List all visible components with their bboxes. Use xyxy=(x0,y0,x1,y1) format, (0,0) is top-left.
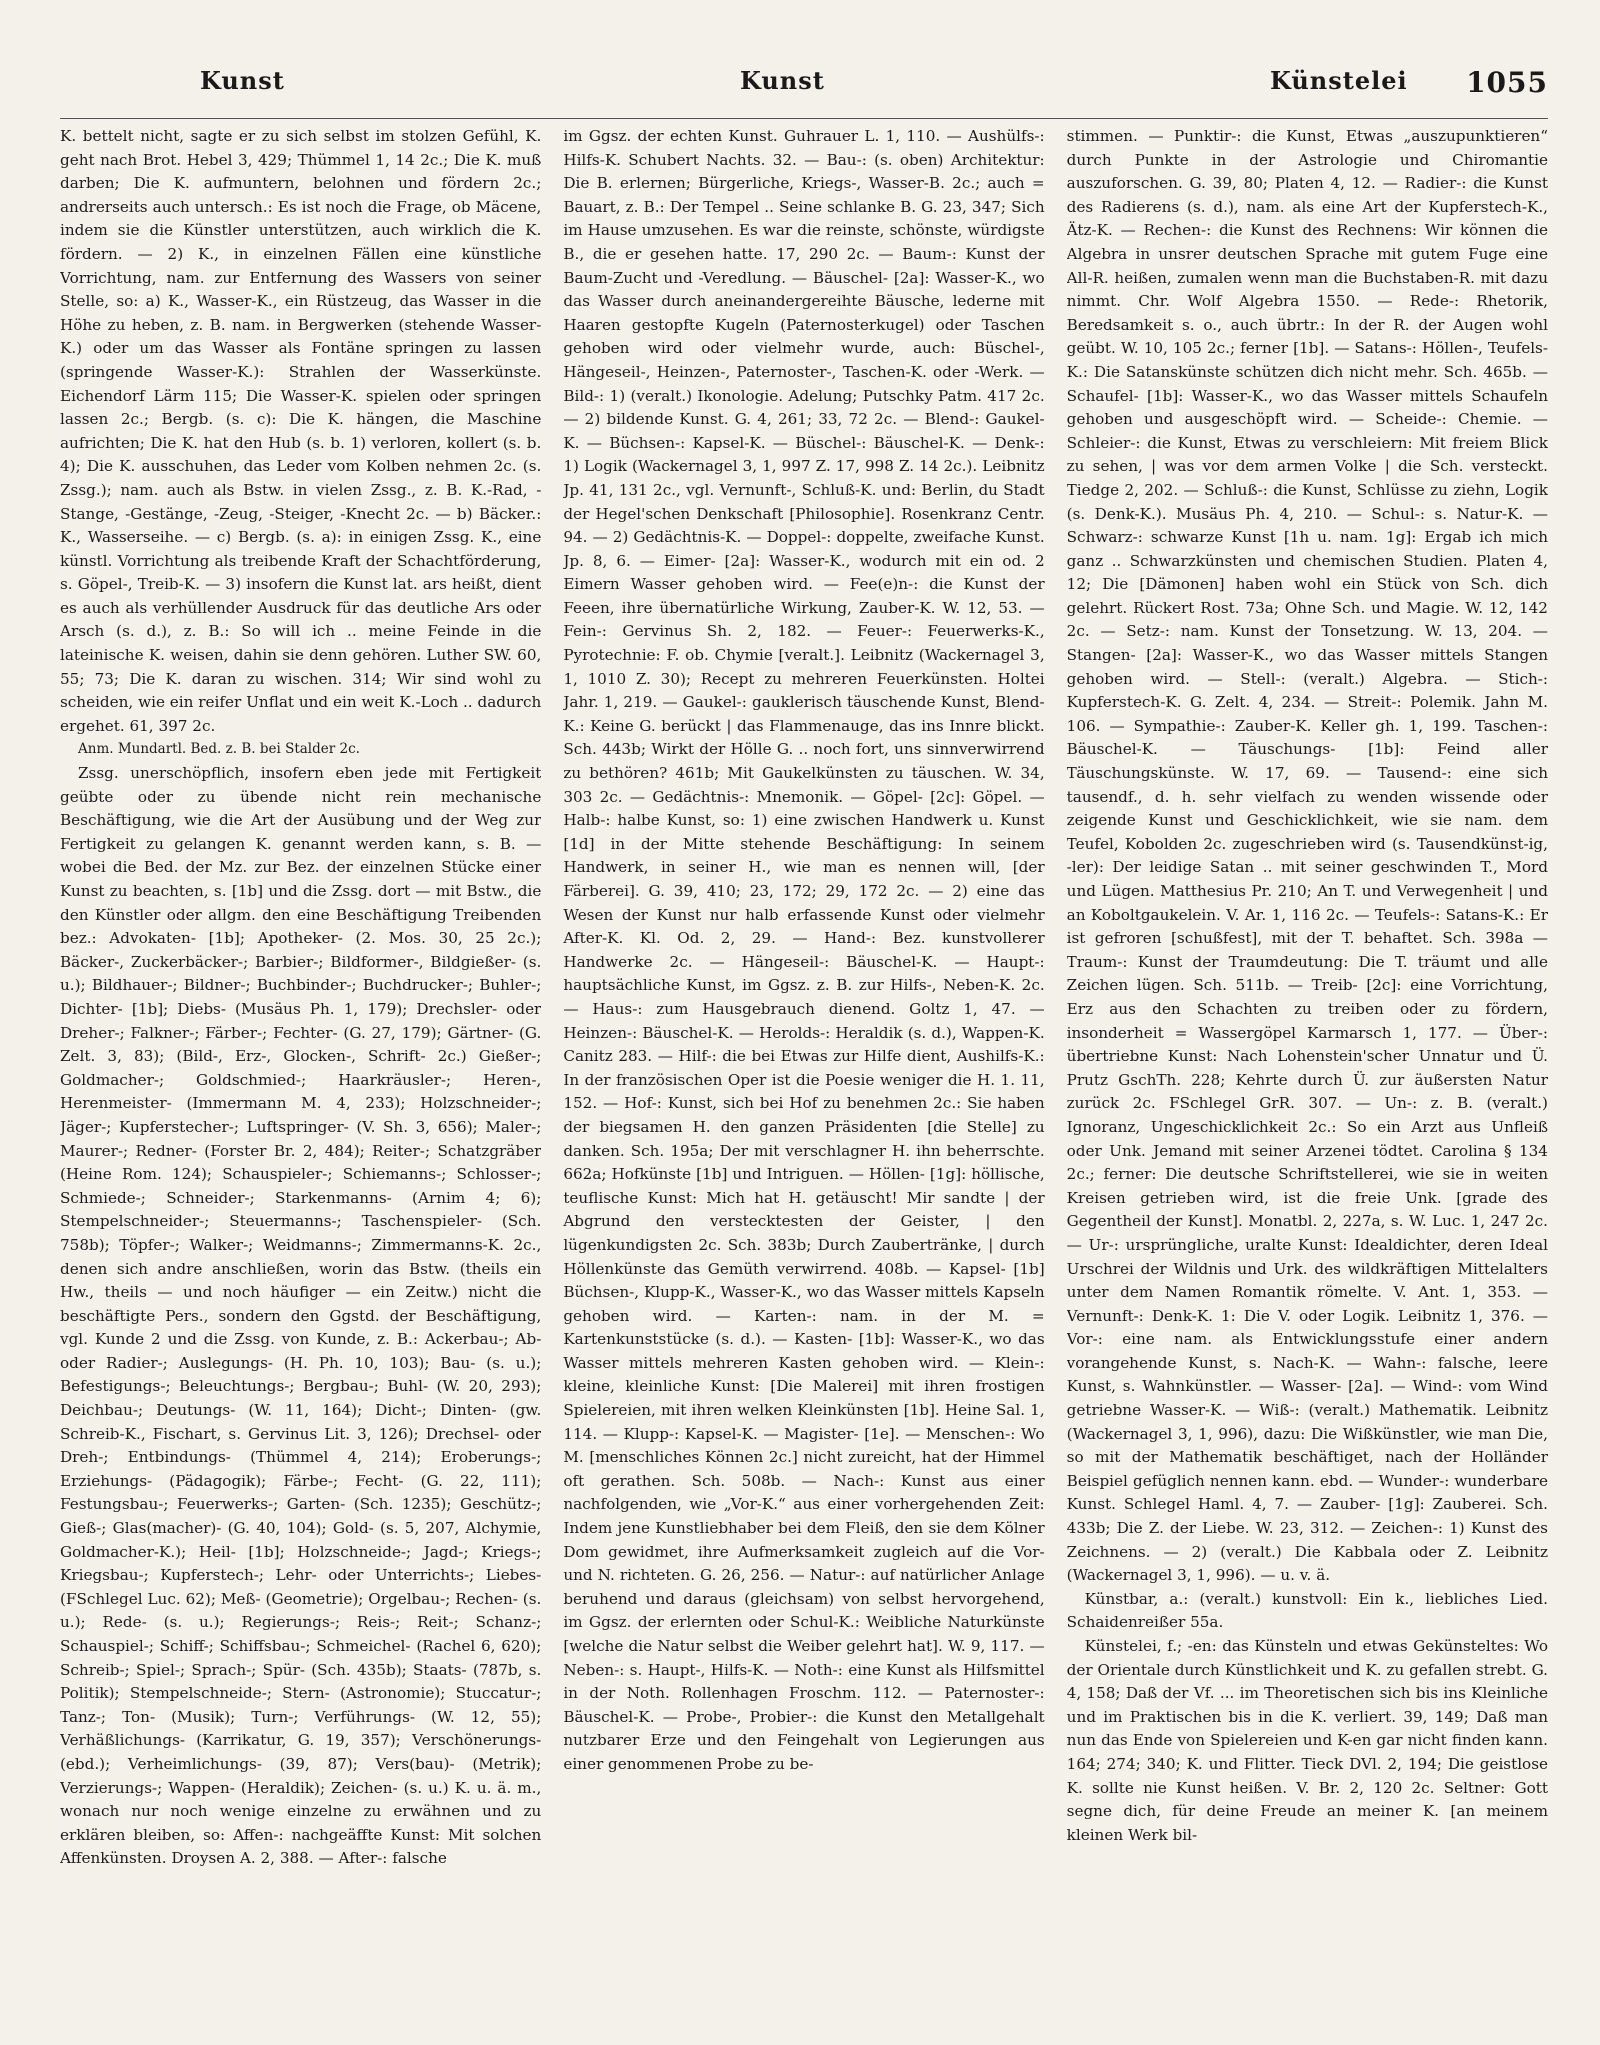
text-columns xyxy=(60,125,1548,2045)
page-header xyxy=(60,60,1548,119)
paragraph: K. bettelt nicht, sagte er zu sich selbst im stolzen Gefühl, K. geht nach Brot. Hebel 3, 429; Thümmel 1, 14 2c.; Die K. muß darben; Die K. aufmuntern, belohnen und fördern 2c.; andrerseits auch untersch.: Es ist noch die Frage, ob Mäcene, indem sie die Künstler unterstützen, auch wirklich die K. fördern. — 2) K., in einzelnen Fällen eine künstliche Vorrichtung, nam. zur Entfernung des Wassers von seiner Stelle, so: a) K., Wasser-K., ein Rüstzeug, das Wasser in die Höhe zu heben, z. B. nam. in Bergwerken (stehende Wasser-K.) oder um das Wasser als Fontäne springen zu lassen (springende Wasser-K.): Strahlen der Wasserkünste. Eichendorf Lärm 115; Die Wasser-K. spielen oder springen lassen 2c.; Bergb. (s. c): Die K. hängen, die Maschine aufrichten; Die K. hat den Hub (s. b. 1) verloren, kollert (s. b. 4); Die K. ausschuhen, das Leder vom Kolben nehmen 2c. (s. Zssg.); nam. auch als Bstw. in vielen Zssg., z. B. K.-Rad, -Stange, -Gestänge, -Zeug, -Steiger, -Knecht 2c. — b) Bäcker.: K., Wasserseihe. — c) Bergb. (s. a): in einigen Zssg. K., eine künstl. Vorrichtung als treibende Kraft der Schachtförderung, s. Göpel-, Treib-K. — 3) insofern die Kunst lat. ars heißt, dient es auch als verhüllender Ausdruck für das deutliche Ars oder Arsch (s. d.), z. B.: So will ich .. meine Feinde in die lateinische K. weisen, dahin sie denn gehören. Luther SW. 60, 55; 73; Die K. daran zu wischen. 314; Wir sind wohl zu scheiden, wie ein reifer Unflat und ein weit K.-Loch .. dadurch ergehet. 61, 397 2c. xyxy=(60,127,542,735)
column-middle xyxy=(563,125,1044,2045)
column-right xyxy=(1067,125,1548,2045)
column-left xyxy=(60,125,541,2045)
running-head-middle: Kunst xyxy=(740,66,825,95)
paragraph: stimmen. — Punktir-: die Kunst, Etwas „auszupunktieren“ durch Punkte in der Astrologie und Chiromantie auszuforschen. G. 39, 80; Platen 4, 12. — Radier-: die Kunst des Radierens (s. d.), nam. als eine Art der Kupferstech-K., Ätz-K. — Rechen-: die Kunst des Rechnens: Wir können die Algebra in unsrer deutschen Sprache mit gutem Fuge eine All-R. heißen, zumalen wenn man die Buchstaben-R. mit dazu nimmt. Chr. Wolf Algebra 1550. — Rede-: Rhetorik, Beredsamkeit s. o., auch übrtr.: In der R. der Augen wohl geübt. W. 10, 105 2c.; ferner [1b]. — Satans-: Höllen-, Teufels-K.: Die Satanskünste schützen dich nicht mehr. Sch. 465b. — Schaufel- [1b]: Wasser-K., wo das Wasser mittels Schaufeln gehoben und ausgeschöpft wird. — Scheide-: Chemie. — Schleier-: die Kunst, Etwas zu verschleiern: Mit freiem Blick zu sehen, | was vor dem armen Volke | die Sch. versteckt. Tiedge 2, 202. — Schluß-: die Kunst, Schlüsse zu ziehn, Logik (s. Denk-K.). Musäus Ph. 4, 210. — Schul-: s. Natur-K. — Schwarz-: schwarze Kunst [1h u. nam. 1g]: Ergab ich mich ganz .. Schwarzkünsten und chemischen Studien. Platen 4, 12; Die [Dämonen] haben wohl ein Stück von Sch. dich gelehrt. Rückert Rost. 73a; Ohne Sch. und Magie. W. 12, 142 2c. — Setz-: nam. Kunst der Tonsetzung. W. 13, 204. — Stangen- [2a]: Wasser-K., wo das Wasser mittels Stangen gehoben wird. — Stell-: (veralt.) Algebra. — Stich-: Kupferstech-K. G. Zelt. 4, 234. — Streit-: Polemik. Jahn M. 106. — Sympathie-: Zauber-K. Keller gh. 1, 199. Taschen-: Bäuschel-K. — Täuschungs- [1b]: Feind aller Täuschungskünste. W. 17, 69. — Tausend-: eine sich tausendf., d. h. sehr vielfach zu wenden wissende oder zeigende Kunst und Geschicklichkeit, wie sie nam. dem Teufel, Kobolden 2c. zugeschrieben wird (s. Tausendkünst-ig, -ler): Der leidige Satan .. mit seiner geschwinden T., Mord und Lügen. Matthesius Pr. 210; An T. und Verwegenheit | und an Koboltgaukelein. V. Ar. 1, 116 2c. — Teufels-: Satans-K.: Er ist gefroren [schußfest], mit der T. behaftet. Sch. 398a — Traum-: Kunst der Traumdeutung: Die T. träumt und alle Zeichen lügen. Sch. 511b. — Treib- [2c]: eine Vorrichtung, Erz aus den Schachten zu treiben oder zu fördern, insonderheit = Wassergöpel Karmarsch 1, 177. — Über-: übertriebne Kunst: Nach Lohenstein'scher Unnatur und Ü. Prutz GschTh. 228; Kehrte durch Ü. zur äußersten Natur zurück 2c. FSchlegel GrR. 307. — Un-: z. B. (veralt.) Ignoranz, Ungeschicklichkeit 2c.: So ein Arzt aus Unfleiß oder Unk. Jemand mit seiner Arzenei tödtet. Carolina § 134 2c.; ferner: Die deutsche Schriftstellerei, wie sie in weiten Kreisen getrieben wird, ist die freie Unk. [grade des Gegentheil der Kunst]. Monatbl. 2, 227a, s. W. Luc. 1, 247 2c. — Ur-: ursprüngliche, uralte Kunst: Idealdichter, deren Ideal Urschrei der Wildnis und Urk. des wildkräftigen Mittelalters unter dem Namen Romantik römelte. V. Ant. 1, 353. — Vernunft-: Denk-K. 1: Die V. oder Logik. Leibnitz 1, 376. — Vor-: eine nam. als Entwicklungsstufe einer andern vorangehende Kunst, s. Nach-K. — Wahn-: falsche, leere Kunst, s. Wahnkünstler. — Wasser- [2a]. — Wind-: vom Wind getriebne Wasser-K. — Wiß-: (veralt.) Mathematik. Leibnitz (Wackernagel 3, 1, 996), dazu: Die Wißkünstler, wie man Die, so mit der Mathematik beschäftiget, nach der Holländer Beispiel gefüglich nennen kann. ebd. — Wunder-: wunderbare Kunst. Schlegel Haml. 4, 7. — Zauber- [1g]: Zauberei. Sch. 433b; Die Z. der Liebe. W. 23, 312. — Zeichen-: 1) Kunst des Zeichnens. — 2) (veralt.) Die Kabbala oder Z. Leibnitz (Wackernagel 3, 1, 996). — u. v. ä. xyxy=(1066,127,1548,1585)
entry-kuenstbar: Künstbar, a.: (veralt.) kunstvoll: Ein k., liebliches Lied. Schaidenreißer 55a. xyxy=(1066,1589,1548,1632)
paragraph: Zssg. unerschöpflich, insofern eben jede mit Fertigkeit geübte oder zu übende nicht rein mechanische Beschäftigung, wie die Art der Ausübung und der Weg zur Fertigkeit zu gelangen K. genannt werden kann, s. B. — wobei die Bed. der Mz. zur Bez. der einzelnen Stücke einer Kunst zu beachten, s. [1b] und die Zssg. dort — mit Bstw., die den Künstler oder allgm. den eine Beschäftigung Treibenden bez.: Advokaten- [1b]; Apotheker- (2. Mos. 30, 25 2c.); Bäcker-, Zuckerbäcker-; Barbier-; Bildformer-, Bildgießer- (s. u.); Bildhauer-; Bildner-; Buchbinder-; Buchdrucker-; Buhler-; Dichter- [1b]; Diebs- (Musäus Ph. 1, 179); Drechsler- oder Dreher-; Falkner-; Färber-; Fechter- (G. 27, 179); Gärtner- (G. Zelt. 3, 83); (Bild-, Erz-, Glocken-, Schrift- 2c.) Gießer-; Goldmacher-; Goldschmied-; Haarkräusler-; Heren-, Herenmeister- (Immermann M. 4, 233); Holzschneider-; Jäger-; Kupferstecher-; Luftspringer- (V. Sh. 3, 656); Maler-; Maurer-; Redner- (Forster Br. 2, 484); Reiter-; Schatzgräber (Heine Rom. 124); Schauspieler-; Schiemanns-; Schlosser-; Schmiede-; Schneider-; Starkenmanns- (Arnim 4; 6); Stempelschneider-; Steuermanns-; Taschenspieler- (Sch. 758b); Töpfer-; Walker-; Weidmanns-; Zimmermanns-K. 2c., denen sich andre anschließen, worin das Bstw. (theils ein Hw., theils — und noch häufiger — ein Zeitw.) nicht die beschäftigte Pers., sondern den Ggstd. der Beschäftigung, vgl. Kunde 2 und die Zssg. von Kunde, z. B.: Ackerbau-; Ab- oder Radier-; Auslegungs- (H. Ph. 10, 103); Bau- (s. u.); Befestigungs-; Beleuchtungs-; Bergbau-; Buhl- (W. 20, 293); Deichbau-; Deutungs- (W. 11, 164); Dicht-; Dinten- (gw. Schreib-K., Fischart, s. Gervinus Lit. 3, 126); Drechsel- oder Dreh-; Entbindungs- (Thümmel 4, 214); Eroberungs-; Erziehungs- (Pädagogik); Färbe-; Fecht- (G. 22, 111); Festungsbau-; Feuerwerks-; Garten- (Sch. 1235); Geschütz-; Gieß-; Glas(macher)- (G. 40, 104); Gold- (s. 5, 207, Alchymie, Goldmacher-K.); Heil- [1b]; Holzschneide-; Jagd-; Kriegs-; Kriegsbau-; Kupferstech-; Lehr- oder Unterrichts-; Liebes- (FSchlegel Luc. 62); Meß- (Geometrie); Orgelbau-; Rechen- (s. u.); Rede- (s. u.); Regierungs-; Reis-; Reit-; Schanz-; Schauspiel-; Schiff-; Schiffsbau-; Schmeichel- (Rachel 6, 620); Schreib-; Spiel-; Sprach-; Spür- (Sch. 435b); Staats- (787b, s. Politik); Stempelschneide-; Stern- (Astronomie); Stuccatur-; Tanz-; Ton- (Musik); Turn-; Verführungs- (W. 12, 55); Verhäßlichungs- (Karrikatur, G. 19, 357); Verschönerungs- (ebd.); Verheimlichungs- (39, 87); Vers(bau)- (Metrik); Verzierungs-; Wappen- (Heraldik); Zeichen- (s. u.) K. u. ä. m., wonach nur noch wenige einzelne zu erwähnen und zu erklären bleiben, so: Affen-: nachgeäffte Kunst: Mit solchen Affenkünsten. Droysen A. 2, 388. — After-: falsche xyxy=(60,764,542,1868)
entry-kuenstelei: Künstelei, f.; -en: das Künsteln und etwas Gekünsteltes: Wo der Orientale durch Künstlichkeit und K. zu gefallen strebt. G. 4, 158; Daß der Vf. ... im Theoretischen sich bis ins Kleinliche und im Praktischen bis in die K. verliert. 39, 149; Daß man nun das Ende von Spielereien und K-en gar nicht finden kann. 164; 274; 340; K. und Flitter. Tieck DVl. 2, 194; Die geistlose K. sollte nie Kunst heißen. V. Br. 2, 120 2c. Seltner: Gott segne dich, für deine Freude an meiner K. [an meinem kleinen Werk bil- xyxy=(1066,1637,1548,1844)
note-paragraph: Anm. Mundartl. Bed. z. B. bei Stalder 2c. xyxy=(78,741,360,758)
paragraph: im Ggsz. der echten Kunst. Guhrauer L. 1, 110. — Aushülfs-: Hilfs-K. Schubert Nachts. 32. — Bau-: (s. oben) Architektur: Die B. erlernen; Bürgerliche, Kriegs-, Wasser-B. 2c.; auch = Bauart, z. B.: Der Tempel .. Seine schlanke B. G. 23, 347; Sich im Hause umzusehen. Es war die reinste, schönste, würdigste B., die er gesehen hatte. 17, 290 2c. — Baum-: Kunst der Baum-Zucht und -Veredlung. — Bäuschel- [2a]: Wasser-K., wo das Wasser durch aneinandergereihte Bäusche, lederne mit Haaren gestopfte Kugeln (Paternosterkugel) oder Taschen gehoben wird oder vielmehr wurde, auch: Büschel-, Hängeseil-, Heinzen-, Paternoster-, Taschen-K. oder -Werk. — Bild-: 1) (veralt.) Ikonologie. Adelung; Putschky Patm. 417 2c. — 2) bildende Kunst. G. 4, 261; 33, 72 2c. — Blend-: Gaukel-K. — Büchsen-: Kapsel-K. — Büschel-: Bäuschel-K. — Denk-: 1) Logik (Wackernagel 3, 1, 997 Z. 17, 998 Z. 14 2c.). Leibnitz Jp. 41, 131 2c., vgl. Vernunft-, Schluß-K. und: Berlin, du Stadt der Hegel'schen Denkschaft [Philosophie]. Rosenkranz Centr. 94. — 2) Gedächtnis-K. — Doppel-: doppelte, zweifache Kunst. Jp. 8, 6. — Eimer- [2a]: Wasser-K., wodurch mit ein od. 2 Eimern Wasser gehoben wird. — Fee(e)n-: die Kunst der Feeen, ihre übernatürliche Wirkung, Zauber-K. W. 12, 53. — Fein-: Gervinus Sh. 2, 182. — Feuer-: Feuerwerks-K., Pyrotechnie: F. ob. Chymie [veralt.]. Leibnitz (Wackernagel 3, 1, 1010 Z. 30); Recept zu mehreren Feuerkünsten. Holtei Jahr. 1, 219. — Gaukel-: gauklerisch täuschende Kunst, Blend-K.: Keine G. berückt | das Flammenauge, das ins Innre blickt. Sch. 443b; Wirkt der Hölle G. .. noch fort, uns sinnverwirrend zu bethören? 461b; Mit Gaukelkünsten zu täuschen. W. 34, 303 2c. — Gedächtnis-: Mnemonik. — Göpel- [2c]: Göpel. — Halb-: halbe Kunst, so: 1) eine zwischen Handwerk u. Kunst [1d] in der Mitte stehende Beschäftigung: In seinem Handwerk, in seiner H., wie man es nennen will, [der Färberei]. G. 39, 410; 23, 172; 29, 172 2c. — 2) eine das Wesen der Kunst nur halb erfassende Kunst oder vielmehr After-K. Kl. Od. 2, 29. — Hand-: Bez. kunstvollerer Handwerke 2c. — Hängeseil-: Bäuschel-K. — Haupt-: hauptsächliche Kunst, im Ggsz. z. B. zur Hilfs-, Neben-K. 2c. — Haus-: zum Hausgebrauch dienend. Goltz 1, 47. — Heinzen-: Bäuschel-K. — Herolds-: Heraldik (s. d.), Wappen-K. Canitz 283. — Hilf-: die bei Etwas zur Hilfe dient, Aushilfs-K.: In der französischen Oper ist die Poesie weniger die H. 1. 11, 152. — Hof-: Kunst, sich bei Hof zu benehmen 2c.: Sie haben der biegsamen H. den ganzen Präsidenten [die Stelle] zu danken. Sch. 195a; Der mit verschlagner H. ihn beherrschte. 662a; Hofkünste [1b] und Intriguen. — Höllen- [1g]: höllische, teuflische Kunst: Mich hat H. getäuscht! Mir sandte | der Abgrund den verstecktesten der Geister, | den lügenkundigsten 2c. Sch. 383b; Durch Zaubertränke, | durch Höllenkünste das Gemüth verwirrend. 408b. — Kapsel- [1b] Büchsen-, Klupp-K., Wasser-K., wo das Wasser mittels Kapseln gehoben wird. — Karten-: nam. in der M. = Kartenkunststücke (s. d.). — Kasten- [1b]: Wasser-K., wo das Wasser mittels mehreren Kasten gehoben wird. — Klein-: kleine, kleinliche Kunst: [Die Malerei] mit ihren frostigen Spielereien, mit ihren welken Kleinkünsten [1b]. Heine Sal. 1, 114. — Klupp-: Kapsel-K. — Magister- [1e]. — Menschen-: Wo M. [menschliches Können 2c.] nicht zureicht, hat der Himmel oft gerathen. Sch. 508b. — Nach-: Kunst aus einer nachfolgenden, wie „Vor-K.“ aus einer vorhergehenden Zeit: Indem jene Kunstliebhaber bei dem Fleiß, den sie dem Kölner Dom gewidmet, ihre Aufmerksamkeit zugleich auf die Vor- und N. richteten. G. 26, 256. — Natur-: auf natürlicher Anlage beruhend und daraus (gleichsam) von selbst hervorgehend, im Ggsz. der erlernten oder Schul-K.: Weibliche Naturkünste [welche die Natur selbst die Weiber gelehrt hat]. W. 9, 117. — Neben-: s. Haupt-, Hilfs-K. — Noth-: eine Kunst als Hilfsmittel in der Noth. Rollenhagen Froschm. 112. — Paternoster-: Bäuschel-K. — Probe-, Probier-: die Kunst den Metallgehalt nutzbarer Erze und den Feingehalt von Legierungen aus einer genommenen Probe zu be- xyxy=(563,127,1045,1773)
running-head-left: Kunst xyxy=(200,66,285,95)
running-head-right: Künstelei xyxy=(1270,66,1408,95)
page-number: 1055 xyxy=(1466,66,1548,99)
